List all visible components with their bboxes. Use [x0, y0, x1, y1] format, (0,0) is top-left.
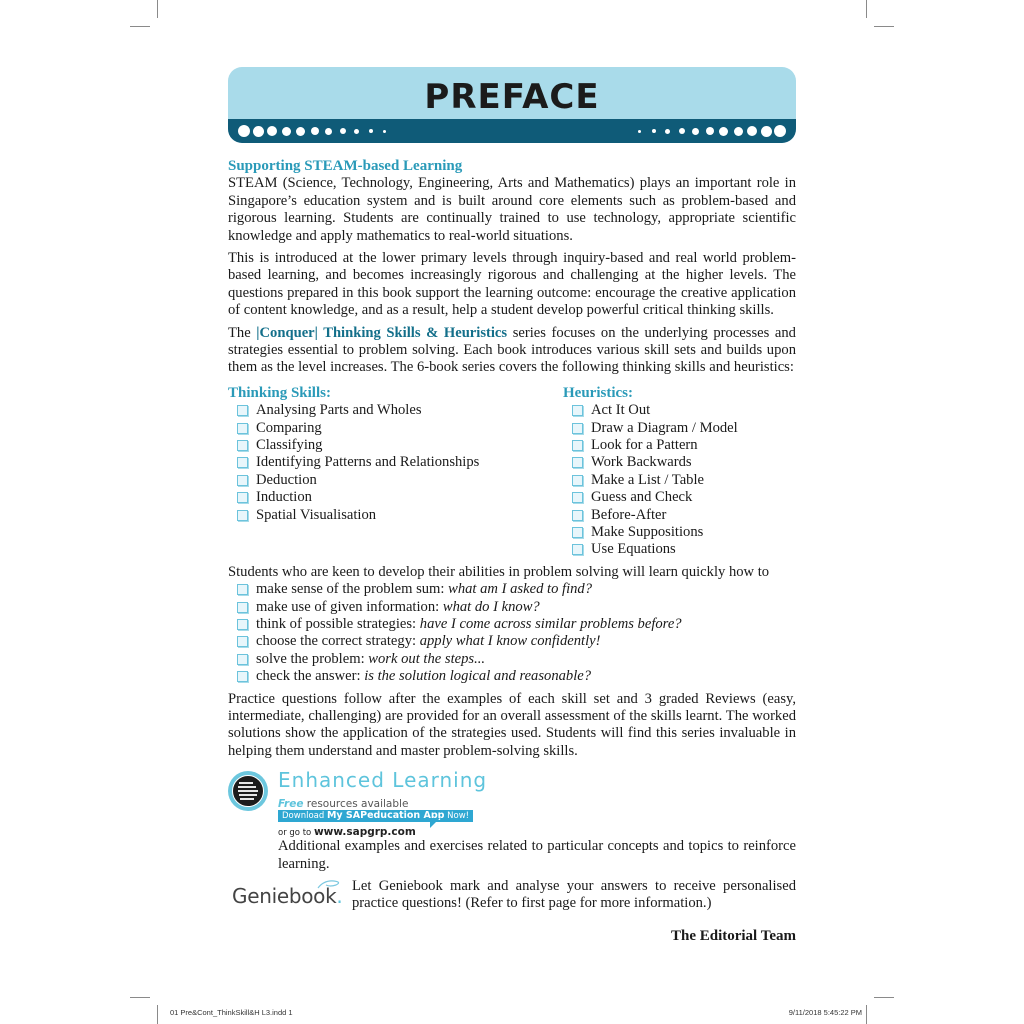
list-item: Before-After: [563, 507, 796, 524]
banner-dot: [340, 128, 346, 134]
qr-badge-icon: [228, 771, 268, 811]
list-item: Identifying Patterns and Relationships: [228, 454, 563, 471]
banner-dot: [282, 127, 291, 136]
checkbox-icon: [572, 475, 583, 486]
banner-dot: [652, 129, 656, 133]
paragraph-practice: Practice questions follow after the examples of each skill set and 3 graded Reviews (easy, intermediate, challenging) are provided for an overall assessment of the skills learnt. The worked solutions show the application of the strategies used. Students will find this series invaluable in helping them understand and master problem-solving skills.: [228, 690, 796, 759]
heuristics-list: [563, 402, 796, 559]
checkbox-icon: [572, 405, 583, 416]
heuristics-section: [563, 385, 796, 559]
free-resources-label: Free resources available: [278, 798, 409, 811]
page-title: PREFACE: [424, 77, 600, 117]
checkbox-icon: [237, 440, 248, 451]
checkbox-icon: [237, 423, 248, 434]
checkbox-icon: [237, 457, 248, 468]
checkbox-icon: [237, 654, 248, 665]
section-heading: Supporting STEAM-based Learning: [228, 158, 463, 174]
banner-dot: [369, 129, 373, 133]
preface-banner: [228, 67, 796, 143]
banner-dot: [253, 126, 264, 137]
banner-dot: [325, 128, 332, 135]
steps-list: [228, 581, 796, 685]
crop-mark: [130, 997, 150, 998]
heuristics-heading: Heuristics:: [563, 384, 633, 401]
banner-dot: [638, 130, 641, 133]
crop-mark: [157, 0, 158, 18]
enhanced-learning-description: Additional examples and exercises related to particular concepts and topics to reinforce learning.: [278, 838, 796, 872]
step-item: make use of given information: what do I know?: [228, 599, 796, 616]
checkbox-icon: [572, 544, 583, 555]
banner-dot: [734, 127, 743, 136]
crop-mark: [866, 0, 867, 18]
enhanced-learning-title: Enhanced Learning: [278, 768, 488, 793]
download-app-banner[interactable]: Download My SAPeducation App Now!: [278, 810, 473, 822]
list-item: Use Equations: [563, 541, 796, 558]
list-item: Comparing: [228, 420, 563, 437]
footer-file-name: 01 Pre&Cont_ThinkSkill&H L3.indd 1: [170, 1008, 293, 1017]
checkbox-icon: [237, 636, 248, 647]
checkbox-icon: [237, 584, 248, 595]
series-name: |Conquer| Thinking Skills & Heuristics: [256, 324, 508, 341]
banner-dot: [296, 127, 305, 136]
banner-dot: [706, 127, 714, 135]
banner-dot: [747, 126, 757, 136]
step-item: solve the problem: work out the steps...: [228, 651, 796, 668]
checkbox-icon: [572, 510, 583, 521]
checkbox-icon: [237, 619, 248, 630]
step-item: check the answer: is the solution logical and reasonable?: [228, 668, 796, 685]
footer-timestamp: 9/11/2018 5:45:22 PM: [788, 1008, 862, 1017]
banner-dot: [719, 127, 728, 136]
banner-dot-strip: [228, 119, 796, 143]
checkbox-icon: [237, 671, 248, 682]
checkbox-icon: [572, 457, 583, 468]
series-suffix: series focuses on the underlying processes and strategies essential to problem solving. Each book introduces various skill sets and builds upon them as the level increases. The 6-book series covers the following thinking skills and heuristics:: [228, 324, 796, 376]
checkbox-icon: [572, 527, 583, 538]
list-item: Spatial Visualisation: [228, 507, 563, 524]
geniebook-description: Let Geniebook mark and analyse your answers to receive personalised practice questions! (Refer to first page for more information.): [352, 877, 796, 912]
checkbox-icon: [237, 475, 248, 486]
list-item: Draw a Diagram / Model: [563, 420, 796, 437]
checkbox-icon: [237, 510, 248, 521]
crop-mark: [130, 26, 150, 27]
checkbox-icon: [572, 492, 583, 503]
skills-columns: [228, 385, 796, 559]
paragraph-series: [228, 325, 796, 377]
banner-dot: [761, 126, 772, 137]
crop-mark: [157, 1005, 158, 1024]
enhanced-learning-box: [228, 768, 796, 838]
step-item: make sense of the problem sum: what am I asked to find?: [228, 581, 796, 598]
checkbox-icon: [572, 440, 583, 451]
banner-dot: [383, 130, 386, 133]
list-item: Act It Out: [563, 402, 796, 419]
steps-intro: Students who are keen to develop their abilities in problem solving will learn quickly how to: [228, 563, 770, 580]
crop-mark: [866, 1005, 867, 1024]
list-item: Analysing Parts and Wholes: [228, 402, 563, 419]
list-item: Classifying: [228, 437, 563, 454]
website-link[interactable]: or go to www.sapgrp.com: [278, 826, 416, 839]
paragraph-introduction: This is introduced at the lower primary levels through inquiry-based and real world problem-based learning, and becomes increasingly rigorous and challenging at the higher levels. The questions prepared in this book support the learning outcome: encourage the creative application of content knowledge, and as a result, help a student develop powerful critical thinking skills.: [228, 250, 796, 319]
banner-dot: [665, 129, 670, 134]
list-item: Induction: [228, 489, 563, 506]
checkbox-icon: [237, 405, 248, 416]
paragraph-steam: STEAM (Science, Technology, Engineering, Arts and Mathematics) plays an important role in Singapore’s education system and is built around core elements such as problem-based and rigorous learning. Students are continually trained to use technology, appropriate scientific knowledge and apply mathematics to real-world situations.: [228, 175, 796, 244]
thinking-skills-section: [228, 385, 563, 559]
crop-mark: [874, 26, 894, 27]
banner-dot: [354, 129, 359, 134]
banner-dot: [267, 126, 277, 136]
thinking-skills-list: [228, 402, 563, 524]
checkbox-icon: [237, 492, 248, 503]
list-item: Look for a Pattern: [563, 437, 796, 454]
checkbox-icon: [237, 602, 248, 613]
preface-content: [228, 158, 796, 945]
list-item: Deduction: [228, 472, 563, 489]
step-item: choose the correct strategy: apply what I know confidently!: [228, 633, 796, 650]
signoff: The Editorial Team: [670, 927, 796, 944]
banner-dot: [774, 125, 786, 137]
list-item: Guess and Check: [563, 489, 796, 506]
speech-tail-icon: [430, 818, 440, 828]
thinking-skills-heading: Thinking Skills:: [228, 384, 331, 401]
list-item: Make Suppositions: [563, 524, 796, 541]
list-item: Work Backwards: [563, 454, 796, 471]
banner-dot: [311, 127, 319, 135]
banner-dot: [238, 125, 250, 137]
geniebook-section: [228, 878, 796, 918]
banner-dot: [679, 128, 685, 134]
series-prefix: The: [228, 324, 257, 341]
geniebook-logo: Geniebook.: [232, 883, 343, 908]
crop-mark: [874, 997, 894, 998]
checkbox-icon: [572, 423, 583, 434]
step-item: think of possible strategies: have I come across similar problems before?: [228, 616, 796, 633]
banner-dot: [692, 128, 699, 135]
list-item: Make a List / Table: [563, 472, 796, 489]
